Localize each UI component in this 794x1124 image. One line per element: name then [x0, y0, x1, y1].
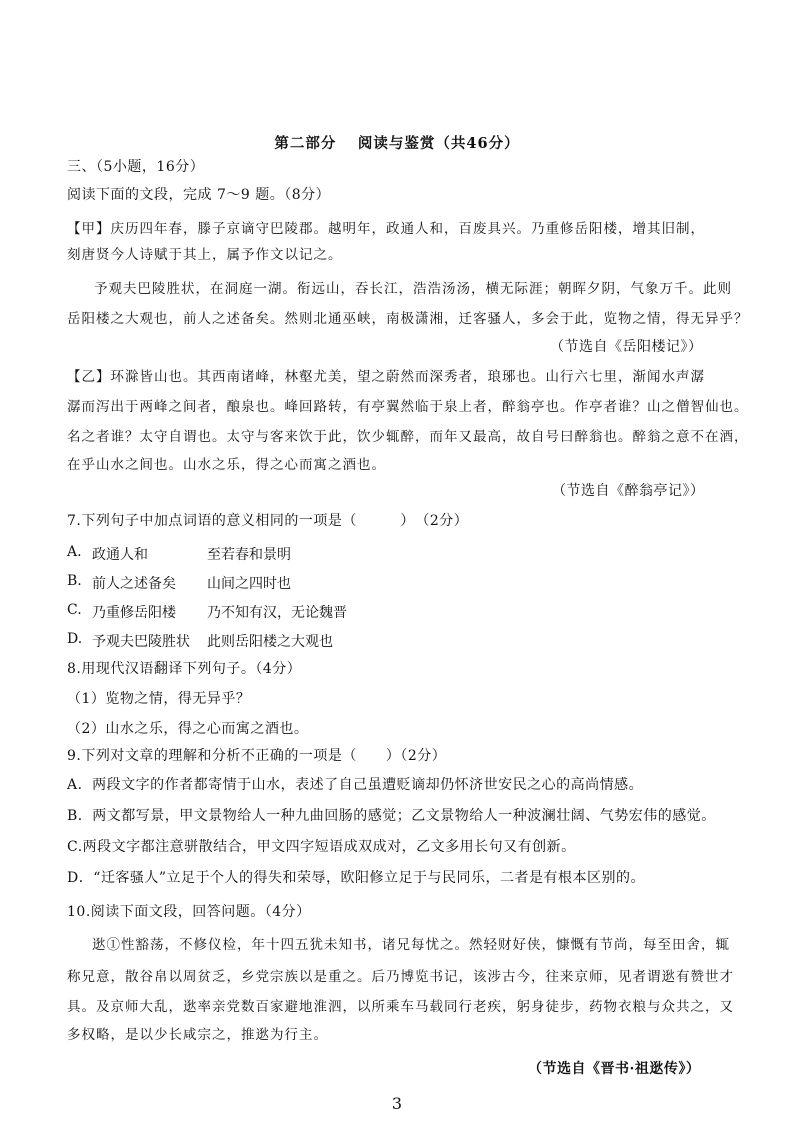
passage-jia-source: （节选自《岳阳楼记》） — [550, 339, 703, 355]
q8-sentence-1: （1）览物之情，得无异乎？ — [67, 691, 251, 707]
passage-zuti-line: 多权略，是以少长咸宗之，推逖为行主。 — [67, 1027, 328, 1043]
q9-option-d: D．“迁客骚人”立足于个人的得失和荣辱，欧阳修立足于与民同乐，二者是有根本区别的。 — [67, 870, 646, 886]
q9-option-b: B．两文都写景，甲文景物给人一种九曲回肠的感觉；乙文景物给人一种波澜壮阔、气势宏伟的感觉。 — [67, 808, 716, 824]
passage-jia-line: 岳阳楼之大观也，前人之述备矣。然则北通巫峡，南极潇湘，迁客骚人，多会于此，览物之情，得无异乎？ — [67, 311, 749, 327]
question-10-stem: 10.阅读下面文段，回答问题。（4分） — [67, 904, 311, 920]
passage-yi-line: 名之者谁？太守自谓也。太守与客来饮于此，饮少辄醉，而年又最高，故自号曰醉翁也。醉翁之意不在酒， — [67, 429, 749, 445]
q9-option-a: A．两段文字的作者都寄情于山水，表述了自己虽遭贬谪却仍怀济世安民之心的高尚情感。 — [67, 777, 644, 793]
passage-zuti-line: 称兄意，散谷帛以周贫乏，乡党宗族以是重之。后乃博览书记，该涉古今，往来京师，见者谓逖有赞世才 — [67, 969, 734, 985]
question-8-stem: 8.用现代汉语翻译下列句子。（4分） — [67, 661, 302, 677]
question-9-stem: 9.下列对文章的理解和分析不正确的一项是（ ）（2分） — [67, 748, 447, 764]
passage-yi-line: 【乙】环滁皆山也。其西南诸峰，林壑尤美，望之蔚然而深秀者，琅琊也。山行六七里，渐闻水声潺 — [67, 369, 705, 385]
passage-jia-line: 【甲】庆历四年春，滕子京谪守巴陵郡。越明年，政通人和，百废具兴。乃重修岳阳楼，增其旧制， — [67, 221, 705, 237]
page-number: 3 — [391, 1094, 403, 1113]
passage-yi-source: （节选自《醉翁亭记》） — [552, 483, 705, 499]
question-7-stem: 7.下列句子中加点词语的意义相同的一项是（ ） （2分） — [67, 513, 469, 529]
passage-yi-line: 在乎山水之间也。山水之乐，得之心而寓之酒也。 — [67, 457, 386, 473]
page-title: 第二部分 阅读与鉴赏（共46分） — [274, 135, 520, 152]
instructions: 阅读下面的文段，完成 7～9 题。（8分） — [67, 187, 331, 203]
passage-zuti-line: 逖①性豁荡，不修仪检，年十四五犹未知书，诸兄每忧之。然轻财好侠，慷慨有节尚，每至田舍，辄 — [92, 937, 730, 953]
passage-zuti-line: 具。及京师大乱，逖率亲党数百家避地淮泗，以所乘车马载同行老疾，躬身徒步，药物衣粮与众共之，又 — [67, 999, 734, 1015]
q9-option-c: C.两段文字都注意骈散结合，甲文四字短语成双成对，乙文多用长句又有创新。 — [67, 839, 576, 855]
passage-jia-line: 刻唐贤今人诗赋于其上，属予作文以记之。 — [67, 247, 343, 263]
passage-zuti-source: （节选自《晋书·祖逖传》） — [528, 1061, 701, 1077]
passage-jia-line: 予观夫巴陵胜状，在洞庭一湖。衔远山，吞长江，浩浩汤汤，横无际涯；朝晖夕阴，气象万千。此则 — [94, 281, 732, 297]
section-heading: 三、（5小题，16分） — [67, 159, 205, 175]
q8-sentence-2: （2）山水之乐，得之心而寓之酒也。 — [67, 721, 309, 737]
passage-yi-line: 潺而泻出于两峰之间者，酿泉也。峰回路转，有亭翼然临于泉上者，醉翁亭也。作亭者谁？山之僧智仙也。 — [67, 399, 749, 415]
